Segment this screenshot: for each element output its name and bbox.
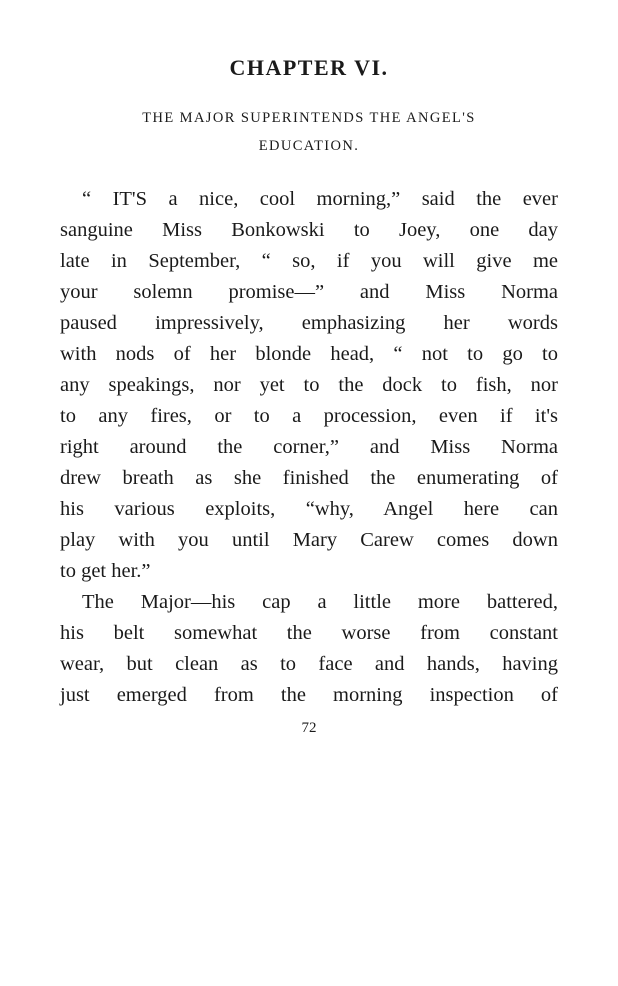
- text-line: your solemn promise—” and Miss Norma: [60, 281, 558, 303]
- text-line: to any fires, or to a procession, even if it's: [60, 405, 558, 427]
- text-line: his belt somewhat the worse from constant: [60, 622, 558, 644]
- chapter-subtitle-line: EDUCATION.: [258, 138, 360, 154]
- text-line: paused impressively, emphasizing her words: [60, 312, 558, 334]
- chapter-title: CHAPTER VI.: [229, 55, 389, 80]
- text-line: just emerged from the morning inspection of: [60, 684, 558, 706]
- text-line: play with you until Mary Carew comes down: [60, 529, 558, 551]
- text-line: The Major—his cap a little more battered,: [82, 591, 558, 613]
- text-line: late in September, “ so, if you will give me: [60, 250, 558, 272]
- paragraph-1: [60, 184, 558, 587]
- body-text: [60, 184, 558, 711]
- text-line: his various exploits, “why, Angel here can: [60, 498, 558, 520]
- text-line: any speakings, nor yet to the dock to fish, nor: [60, 374, 558, 396]
- chapter-subtitle-line: THE MAJOR SUPERINTENDS THE ANGEL'S: [142, 110, 476, 126]
- text-line: to get her.”: [60, 560, 151, 582]
- paragraph-2: [60, 587, 558, 711]
- text-line: right around the corner,” and Miss Norma: [60, 436, 558, 458]
- text-line: “ IT'S a nice, cool morning,” said the ever: [82, 188, 558, 210]
- text-line: with nods of her blonde head, “ not to go to: [60, 343, 558, 365]
- text-line: drew breath as she finished the enumerating of: [60, 467, 558, 489]
- page-number: 72: [301, 720, 317, 736]
- chapter-subtitle: [60, 104, 558, 160]
- text-line: sanguine Miss Bonkowski to Joey, one day: [60, 219, 558, 241]
- book-page: [60, 40, 558, 711]
- text-line: wear, but clean as to face and hands, having: [60, 653, 558, 675]
